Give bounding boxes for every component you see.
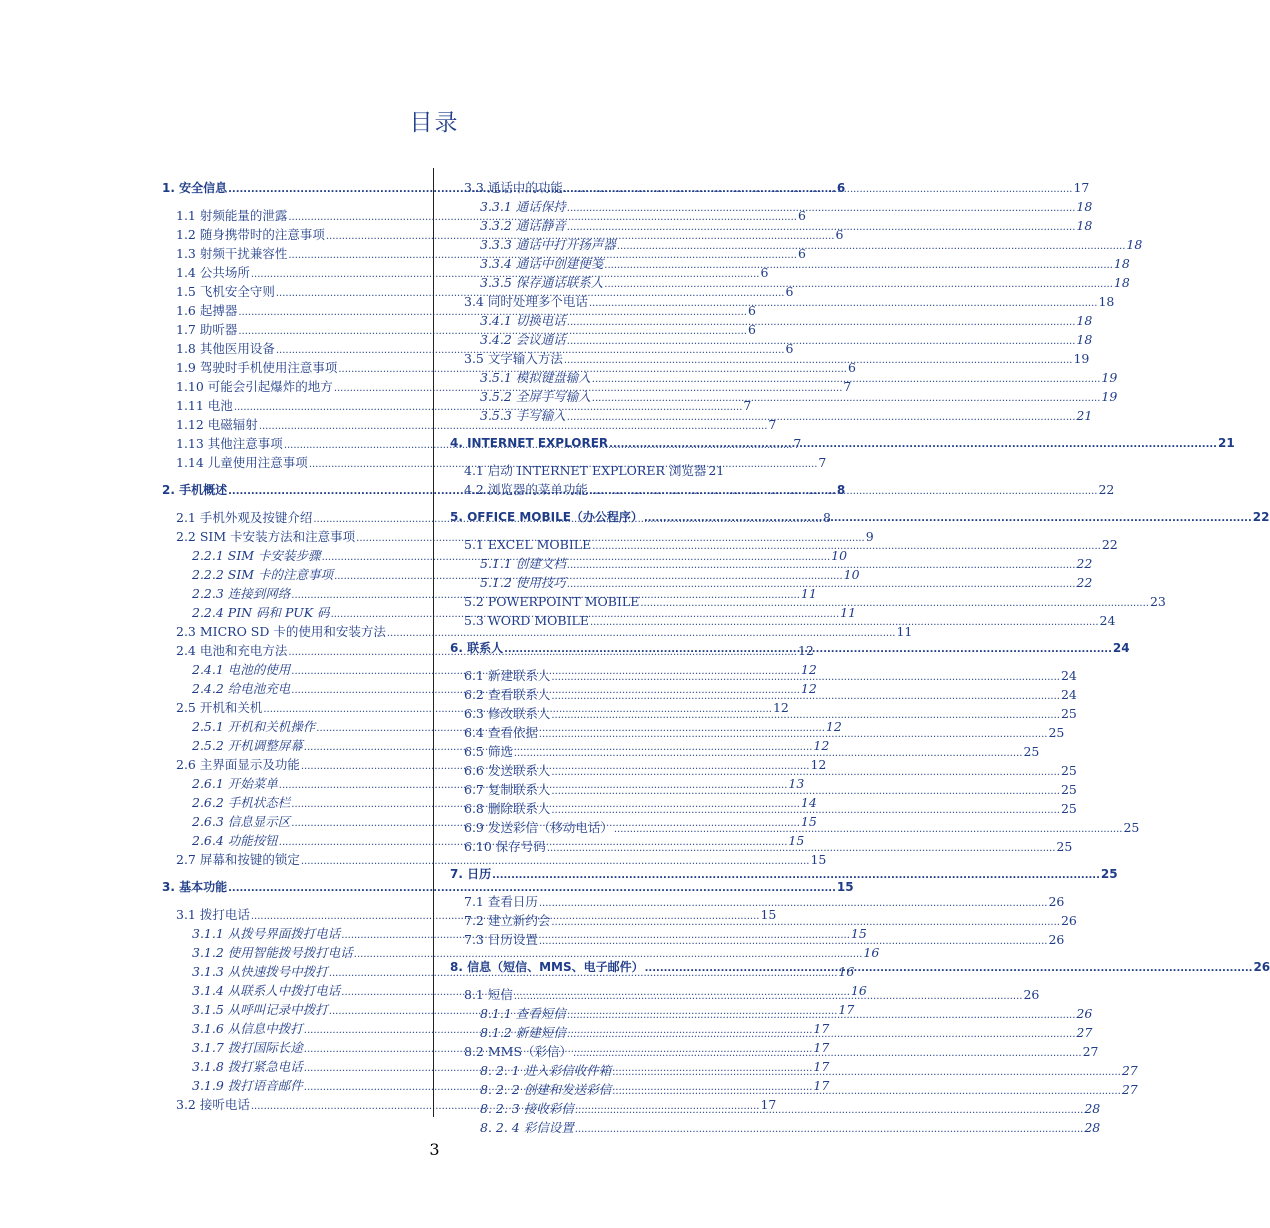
toc-entry-title: 1. 安全信息	[162, 181, 228, 195]
toc-entry-title: 7.3 日历设置	[464, 932, 538, 947]
toc-entry-title: 2.5.1 开机和关机操作	[192, 719, 316, 734]
toc-entry-title: 6.6 发送联系人	[464, 763, 551, 778]
toc-entry-title: 1.13 其他注意事项	[176, 436, 283, 451]
toc-section-entry[interactable]	[450, 178, 1090, 197]
toc-entry-title: 3.1.4 从联系人中拨打电话	[192, 983, 341, 998]
toc-entry-page: 26	[1023, 987, 1040, 1002]
toc-entry-title: 3.3.3 通话中打开扬声器	[480, 237, 616, 252]
toc-entry-title: 1.8 其他医用设备	[176, 341, 275, 356]
toc-entry-page: 13	[788, 776, 805, 791]
toc-leader-dots	[564, 180, 1073, 199]
toc-entry-page: 25	[1123, 820, 1140, 835]
toc-entry-title: 4.2 浏览器的菜单功能	[464, 482, 588, 497]
toc-entry-page: 18	[1076, 199, 1093, 214]
toc-subsection-entry[interactable]	[450, 406, 1093, 425]
toc-entry-title: 5. OFFICE MOBILE（办公程序）	[450, 510, 643, 524]
toc-leader-dots	[589, 482, 1098, 501]
toc-entry-page: 18	[1113, 256, 1130, 271]
toc-leader-dots	[567, 332, 1076, 351]
toc-leader-dots	[604, 256, 1113, 275]
toc-leader-dots	[514, 987, 1023, 1006]
toc-entry-page: 12	[772, 700, 789, 715]
toc-leader-dots	[539, 932, 1048, 951]
toc-leader-dots	[504, 640, 1112, 659]
toc-entry-title: 1.4 公共场所	[176, 265, 250, 280]
toc-entry-title: 7.2 建立新约会	[464, 913, 551, 928]
toc-entry-title: 6.4 查看依据	[464, 725, 538, 740]
toc-entry-title: 6. 联系人	[450, 641, 504, 655]
toc-entry-title: 5.1.2 使用技巧	[480, 575, 566, 590]
toc-entry-page: 28	[1084, 1101, 1101, 1116]
toc-subsection-entry[interactable]	[450, 254, 1130, 273]
toc-leader-dots	[564, 351, 1073, 370]
toc-entry-title: 3.5.2 全屏手写输入	[480, 389, 591, 404]
toc-entry-title: 1.12 电磁辐射	[176, 417, 258, 432]
toc-entry-page: 15	[850, 926, 867, 941]
toc-leader-dots	[617, 237, 1126, 256]
toc-entry-title: 3.3.4 通话中创建便笺	[480, 256, 604, 271]
toc-entry-page: 24	[1112, 641, 1130, 655]
toc-entry-page: 19	[1073, 351, 1090, 366]
toc-entry-page: 6	[747, 322, 756, 337]
toc-section-entry[interactable]	[450, 292, 1115, 311]
toc-entry-page: 18	[1076, 218, 1093, 233]
toc-entry-page: 17	[760, 1097, 777, 1112]
toc-leader-dots	[612, 1082, 1121, 1101]
toc-leader-dots	[567, 1006, 1076, 1025]
toc-entry-page: 17	[813, 1021, 830, 1036]
toc-entry-page: 12	[825, 719, 842, 734]
toc-entry-title: 5.1 EXCEL MOBILE	[464, 537, 592, 552]
toc-entry-title: 3.5.3 手写输入	[480, 408, 566, 423]
toc-entry-page: 16	[863, 945, 880, 960]
toc-entry-page: 7	[768, 417, 777, 432]
toc-subsection-entry[interactable]	[450, 273, 1130, 292]
column-divider	[433, 168, 434, 1117]
toc-entry-title: 2.6.3 信息显示区	[192, 814, 291, 829]
toc-entry-page: 6	[785, 284, 794, 299]
toc-entry-title: 3.3.2 通话静音	[480, 218, 566, 233]
toc-entry-page: 8	[836, 483, 846, 497]
toc-entry-page: 17	[1073, 180, 1090, 195]
toc-entry-page: 6	[785, 341, 794, 356]
toc-entry-page: 7	[843, 379, 852, 394]
toc-leader-dots	[514, 744, 1023, 763]
toc-entry-page: 25	[1060, 763, 1077, 778]
toc-leader-dots	[640, 594, 1149, 613]
toc-leader-dots	[589, 294, 1098, 313]
toc-entry-title: 2.5.2 开机调整屏幕	[192, 738, 303, 753]
toc-entry-title: 2.4.2 给电池充电	[192, 681, 291, 696]
toc-entry-title: 2.2.2 SIM 卡的注意事项	[192, 567, 334, 582]
toc-leader-dots	[609, 435, 1217, 454]
toc-entry-page: 16	[850, 983, 867, 998]
toc-entry-title: 2.6.1 开始菜单	[192, 776, 278, 791]
toc-entry-page: 18	[1098, 294, 1115, 309]
toc-subsection-entry[interactable]	[450, 311, 1093, 330]
toc-subsection-entry[interactable]	[450, 1118, 1101, 1137]
toc-entry-page: 6	[835, 227, 844, 242]
toc-entry-title: 3.3 通话中的功能	[464, 180, 563, 195]
toc-entry-page: 11	[800, 586, 817, 601]
toc-subsection-entry[interactable]	[450, 387, 1118, 406]
toc-leader-dots	[590, 613, 1099, 632]
toc-entry-page: 11	[840, 605, 857, 620]
toc-entry-title: 8. 2. 4 彩信设置	[480, 1120, 574, 1135]
toc-entry-page: 27	[1121, 1082, 1138, 1097]
toc-leader-dots	[644, 509, 1252, 528]
toc-entry-page: 25	[1048, 725, 1065, 740]
toc-entry-page: 18	[1076, 313, 1093, 328]
toc-entry-title: 2. 手机概述	[162, 483, 228, 497]
toc-entry-page: 25	[1056, 839, 1073, 854]
toc-entry-page: 17	[838, 1002, 855, 1017]
toc-entry-title: 1.2 随身携带时的注意事项	[176, 227, 325, 242]
toc-subsection-entry[interactable]	[450, 197, 1093, 216]
toc-entry-page: 6	[847, 360, 856, 375]
toc-entry-title: 3.4.1 切换电话	[480, 313, 566, 328]
toc-entry-title: 3.1.9 拨打语音邮件	[192, 1078, 303, 1093]
toc-entry-page: 26	[1060, 913, 1077, 928]
toc-entry-page: 23	[1149, 594, 1166, 609]
toc-entry-title: 3.4.2 会议通话	[480, 332, 566, 347]
toc-section-entry[interactable]	[450, 349, 1090, 368]
toc-entry-title: 3.3.1 通话保持	[480, 199, 566, 214]
toc-entry-page: 15	[788, 833, 805, 848]
toc-entry-title: 3.2 接听电话	[176, 1097, 250, 1112]
toc-leader-dots	[551, 687, 1060, 706]
toc-entry-title: 3.5.1 模拟键盘输入	[480, 370, 591, 385]
toc-entry-title: 2.3 MICRO SD 卡的使用和安装方法	[176, 624, 386, 639]
toc-leader-dots	[547, 839, 1056, 858]
toc-entry-title: 1.7 助听器	[176, 322, 238, 337]
toc-entry-page: 24	[1060, 687, 1077, 702]
toc-entry-title: 3.1.3 从快速拨号中拨打	[192, 964, 328, 979]
toc-entry-title: 1.1 射频能量的泄露	[176, 208, 288, 223]
toc-entry-page: 18	[1126, 237, 1143, 252]
toc-entry-page: 22	[1101, 537, 1118, 552]
toc-entry-page: 6	[836, 181, 846, 195]
toc-entry-page: 19	[1101, 370, 1118, 385]
toc-leader-dots	[551, 763, 1060, 782]
toc-entry-page: 26	[1048, 894, 1065, 909]
toc-leader-dots	[567, 218, 1076, 237]
toc-entry-page: 25	[1100, 867, 1118, 881]
toc-subsection-entry[interactable]	[450, 368, 1118, 387]
toc-entry-page: 26	[1253, 960, 1270, 974]
toc-entry-title: 3.3.5 保存通话联系人	[480, 275, 604, 290]
toc-entry-title: 2.2.4 PIN 码和 PUK 码	[192, 605, 330, 620]
toc-entry-page: 10	[843, 567, 860, 582]
toc-entry-page: 6	[747, 303, 756, 318]
toc-entry-page: 24	[1099, 613, 1116, 628]
toc-entry-title: 1.10 可能会引起爆炸的地方	[176, 379, 333, 394]
toc-section-entry[interactable]	[450, 461, 725, 480]
toc-subsection-entry[interactable]	[162, 943, 880, 962]
toc-leader-dots	[567, 313, 1076, 332]
toc-entry-page: 22	[1076, 575, 1093, 590]
toc-entry-title: 6.7 复制联系人	[464, 782, 551, 797]
toc-chapter-entry[interactable]	[162, 878, 854, 897]
toc-entry-title: 2.2.3 连接到网络	[192, 586, 291, 601]
toc-leader-dots	[592, 370, 1101, 389]
toc-entry-page: 22	[1076, 556, 1093, 571]
toc-entry-title: 3.1 拨打电话	[176, 907, 250, 922]
page-title: 目录	[409, 110, 460, 136]
toc-entry-title: 3.5 文字输入方法	[464, 351, 563, 366]
toc-entry-title: 6.1 新建联系人	[464, 668, 551, 683]
toc-leader-dots	[567, 556, 1076, 575]
toc-section-entry[interactable]	[450, 480, 1115, 499]
toc-entry-title: 6.10 保存号码	[464, 839, 546, 854]
toc-entry-page: 12	[797, 643, 814, 658]
toc-entry-page: 7	[743, 398, 752, 413]
toc-entry-page: 25	[1060, 782, 1077, 797]
toc-entry-title: 4.1 启动 INTERNET EXPLORER 浏览器	[464, 463, 707, 478]
toc-entry-page: 21	[1076, 408, 1093, 423]
toc-leader-dots	[551, 913, 1060, 932]
toc-entry-title: 7. 日历	[450, 867, 492, 881]
toc-entry-title: 3.1.1 从拨号界面拨打电话	[192, 926, 341, 941]
toc-entry-title: 1.11 电池	[176, 398, 233, 413]
toc-entry-title: 8. 2. 1 进入彩信收件箱	[480, 1063, 612, 1078]
toc-entry-title: 1.9 驾驶时手机使用注意事项	[176, 360, 338, 375]
toc-entry-title: 6.3 修改联系人	[464, 706, 551, 721]
toc-section-entry[interactable]	[162, 622, 913, 641]
toc-section-entry[interactable]	[450, 535, 1118, 554]
toc-entry-page: 12	[800, 681, 817, 696]
toc-entry-page: 11	[896, 624, 913, 639]
toc-entry-page: 6	[797, 246, 806, 261]
toc-leader-dots	[604, 275, 1113, 294]
toc-entry-title: 3. 基本功能	[162, 880, 228, 894]
toc-leader-dots	[551, 782, 1060, 801]
toc-entry-page: 15	[760, 907, 777, 922]
toc-entry-title: 8. 信息（短信、MMS、电子邮件）	[450, 960, 644, 974]
toc-entry-title: 5.3 WORD MOBILE	[464, 613, 589, 628]
toc-chapter-entry[interactable]	[450, 434, 1235, 453]
toc-entry-page: 9	[865, 529, 874, 544]
toc-entry-title: 8.1.2 新建短信	[480, 1025, 566, 1040]
toc-entry-title: 8. 2. 3 接收彩信	[480, 1101, 574, 1116]
toc-entry-title: 2.1 手机外观及按键介绍	[176, 510, 313, 525]
toc-entry-page: 7	[818, 455, 827, 470]
toc-subsection-entry[interactable]	[450, 216, 1093, 235]
toc-leader-dots	[492, 866, 1100, 885]
toc-entry-title: 8.1.1 查看短信	[480, 1006, 566, 1021]
toc-entry-page: 12	[810, 757, 827, 772]
toc-leader-dots	[567, 408, 1076, 427]
toc-entry-page: 21	[1217, 436, 1235, 450]
toc-entry-title: 5.1.1 创建文档	[480, 556, 566, 571]
toc-entry-page: 28	[1084, 1120, 1101, 1135]
toc-chapter-entry[interactable]	[450, 508, 1270, 527]
toc-entry-page: 26	[1076, 1006, 1093, 1021]
toc-leader-dots	[551, 801, 1060, 820]
toc-entry-title: 3.1.6 从信息中拨打	[192, 1021, 303, 1036]
toc-entry-page: 15	[810, 852, 827, 867]
toc-entry-page: 6	[760, 265, 769, 280]
toc-entry-page: 7	[793, 436, 802, 451]
toc-leader-dots	[567, 199, 1076, 218]
toc-leader-dots	[575, 1120, 1084, 1139]
toc-entry-title: 2.5 开机和关机	[176, 700, 263, 715]
toc-entry-title: 3.1.2 使用智能拨号拨打电话	[192, 945, 353, 960]
toc-entry-title: 2.6.4 功能按钮	[192, 833, 278, 848]
toc-section-entry[interactable]	[450, 892, 1065, 911]
toc-entry-page: 27	[1121, 1063, 1138, 1078]
toc-leader-dots	[551, 706, 1060, 725]
toc-entry-page: 22	[1098, 482, 1115, 497]
toc-entry-page: 12	[813, 738, 830, 753]
toc-entry-title: 8.1 短信	[464, 987, 513, 1002]
toc-section-entry[interactable]	[162, 850, 827, 869]
page-number: 3	[429, 1140, 440, 1159]
toc-entry-page: 17	[813, 1059, 830, 1074]
toc-entry-page: 10	[831, 548, 848, 563]
toc-leader-dots	[612, 1063, 1121, 1082]
toc-entry-title: 2.6.2 手机状态栏	[192, 795, 291, 810]
toc-entry-page: 17	[813, 1040, 830, 1055]
toc-entry-title: 8. 2. 2 创建和发送彩信	[480, 1082, 612, 1097]
toc-entry-page: 14	[800, 795, 817, 810]
toc-entry-title: 4. INTERNET EXPLORER	[450, 436, 609, 450]
toc-entry-page: 15	[836, 880, 854, 894]
toc-entry-page: 25	[1023, 744, 1040, 759]
toc-leader-dots	[614, 820, 1123, 839]
toc-entry-page: 22	[1252, 510, 1270, 524]
toc-entry-title: 2.2.1 SIM 卡安装步骤	[192, 548, 321, 563]
toc-entry-page: 8	[822, 510, 831, 525]
toc-leader-dots	[575, 1101, 1084, 1120]
toc-entry-title: 1.3 射频干扰兼容性	[176, 246, 288, 261]
toc-entry-title: 3.1.5 从呼叫记录中拨打	[192, 1002, 328, 1017]
toc-leader-dots	[551, 668, 1060, 687]
toc-leader-dots	[592, 389, 1101, 408]
toc-entry-page: 27	[1082, 1044, 1099, 1059]
toc-entry-title: 2.6 主界面显示及功能	[176, 757, 300, 772]
toc-entry-page: 15	[800, 814, 817, 829]
toc-entry-title: 6.2 查看联系人	[464, 687, 551, 702]
toc-leader-dots	[573, 1044, 1082, 1063]
toc-entry-title: 3.1.7 拨打国际长途	[192, 1040, 303, 1055]
toc-entry-page: 25	[1060, 801, 1077, 816]
toc-leader-dots	[592, 537, 1101, 556]
toc-entry-title: 6.9 发送彩信（移动电话）	[464, 820, 613, 835]
toc-entry-page: 26	[1048, 932, 1065, 947]
toc-entry-page: 27	[1076, 1025, 1093, 1040]
toc-leader-dots	[539, 725, 1048, 744]
toc-entry-title: 2.7 屏幕和按键的锁定	[176, 852, 300, 867]
toc-entry-title: 2.4.1 电池的使用	[192, 662, 291, 677]
toc-entry-title: 3.4 同时处理多个电话	[464, 294, 588, 309]
toc-entry-page: 12	[800, 662, 817, 677]
toc-entry-page: 16	[838, 964, 855, 979]
toc-entry-title: 1.5 飞机安全守则	[176, 284, 275, 299]
toc-entry-title: 1.14 儿童使用注意事项	[176, 455, 308, 470]
toc-entry-page: 24	[1060, 668, 1077, 683]
toc-subsection-entry[interactable]	[450, 235, 1143, 254]
toc-entry-title: 6.5 筛选	[464, 744, 513, 759]
toc-entry-page: 6	[797, 208, 806, 223]
toc-entry-title: 2.4 电池和充电方法	[176, 643, 288, 658]
toc-entry-title: 6.8 删除联系人	[464, 801, 551, 816]
toc-entry-title: 3.1.8 拨打紧急电话	[192, 1059, 303, 1074]
toc-entry-page: 18	[1113, 275, 1130, 290]
toc-entry-title: 7.1 查看日历	[464, 894, 538, 909]
toc-entry-page: 18	[1076, 332, 1093, 347]
toc-entry-page: 25	[1060, 706, 1077, 721]
toc-entry-title: 8.2 MMS（彩信）	[464, 1044, 573, 1059]
toc-entry-page: 17	[813, 1078, 830, 1093]
toc-leader-dots	[645, 959, 1253, 978]
toc-entry-title: 5.2 POWERPOINT MOBILE	[464, 594, 640, 609]
toc-leader-dots	[539, 894, 1048, 913]
toc-chapter-entry[interactable]	[450, 865, 1118, 884]
toc-subsection-entry[interactable]	[450, 330, 1093, 349]
toc-leader-dots	[567, 1025, 1076, 1044]
toc-entry-title: 1.6 起搏器	[176, 303, 238, 318]
toc-entry-page: 19	[1101, 389, 1118, 404]
toc-entry-title: 2.2 SIM 卡安装方法和注意事项	[176, 529, 356, 544]
toc-entry-page: 21	[708, 463, 725, 478]
toc-leader-dots	[567, 575, 1076, 594]
